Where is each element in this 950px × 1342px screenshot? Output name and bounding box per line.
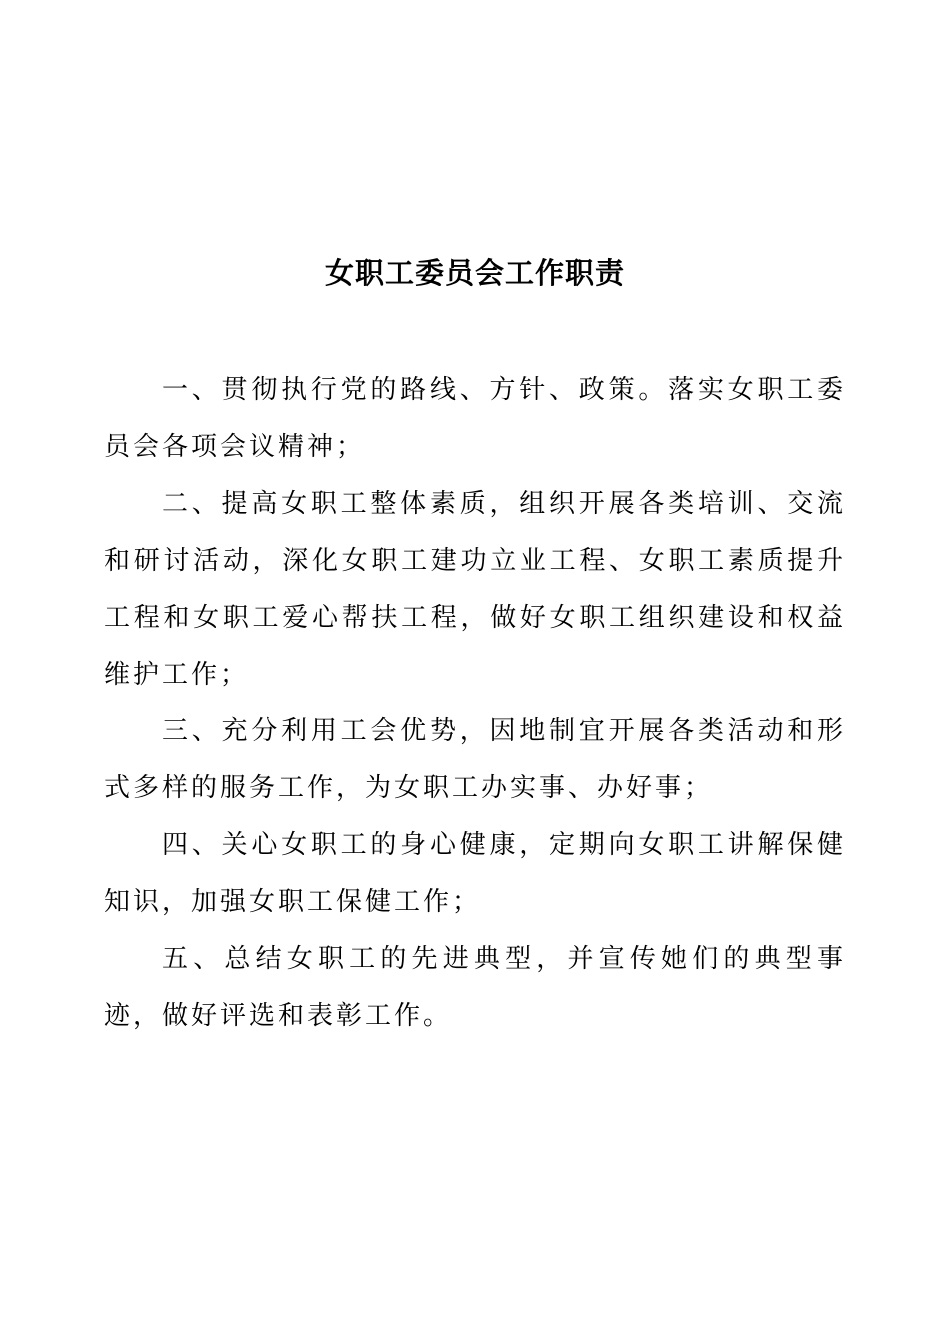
duty-item-2: 二、提高女职工整体素质，组织开展各类培训、交流和研讨活动，深化女职工建功立业工程、女职工素质提升工程和女职工爱心帮扶工程，做好女职工组织建设和权益维护工作； (104, 488, 846, 690)
duty-item-4: 四、关心女职工的身心健康，定期向女职工讲解保健知识，加强女职工保健工作； (104, 830, 846, 918)
duty-item-1: 一、贯彻执行党的路线、方针、政策。落实女职工委员会各项会议精神； (104, 375, 846, 462)
duty-item-5: 五、总结女职工的先进典型，并宣传她们的典型事迹，做好评选和表彰工作。 (104, 944, 846, 1031)
duty-item-3: 三、充分利用工会优势，因地制宜开展各类活动和形式多样的服务工作，为女职工办实事、办好事； (104, 716, 846, 804)
document-body (104, 362, 846, 1045)
document-title: 女职工委员会工作职责 (324, 256, 625, 290)
